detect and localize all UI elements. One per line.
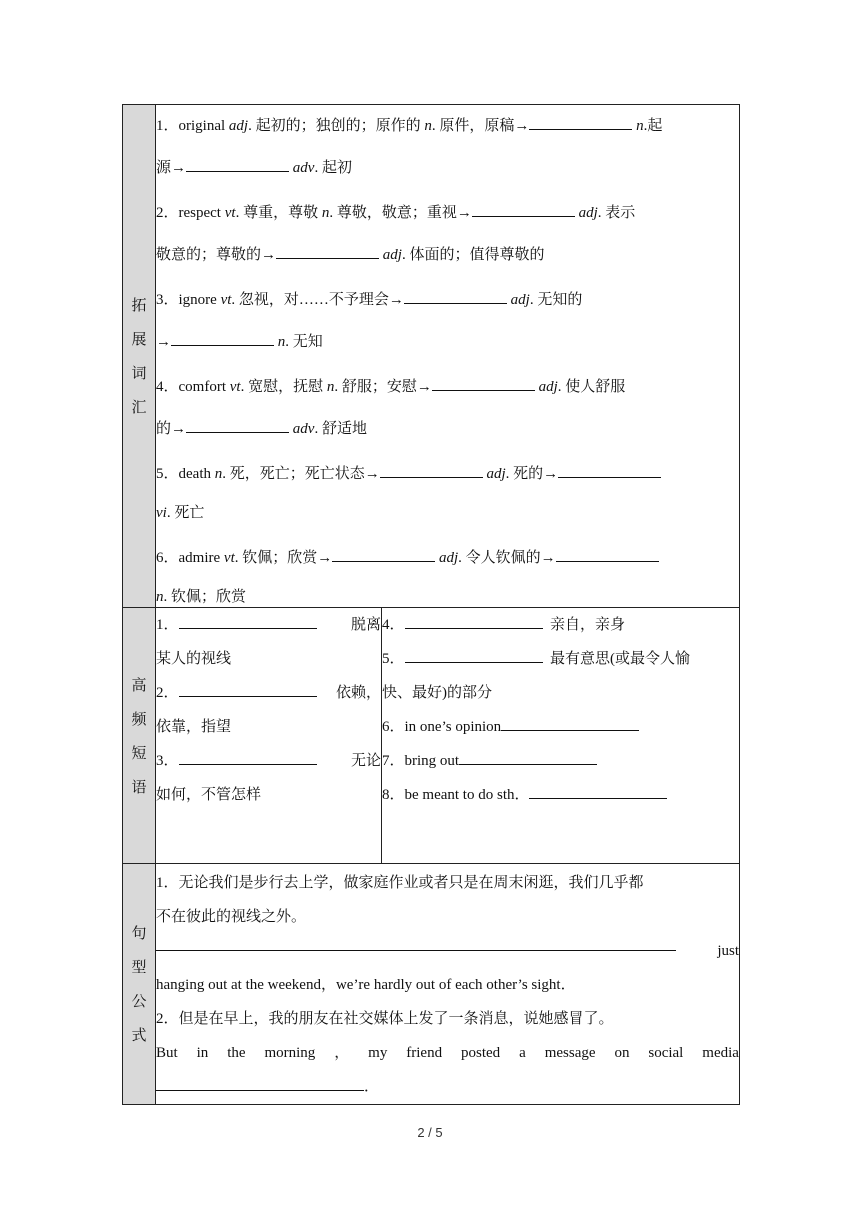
phrase-item	[382, 710, 739, 744]
pattern-2-word: morning	[264, 1045, 316, 1061]
part-of-speech: n	[636, 118, 644, 134]
vocab-text: . 死亡	[166, 505, 205, 521]
section-label-patterns-cell	[123, 864, 156, 1105]
answer-blank[interactable]	[405, 646, 543, 663]
pattern-1-english-line-2: hanging out at the weekend，we’re hardly out of each other’s sight．	[156, 977, 576, 993]
part-of-speech: n	[326, 379, 335, 395]
phrase-meaning: 最有意思(或最令人愉	[542, 651, 691, 667]
vocab-text: 源→	[156, 160, 187, 176]
phrase-meaning-continued: 依靠，指望	[156, 719, 232, 735]
answer-blank[interactable]	[186, 155, 289, 172]
vocab-text: . 令人钦佩的→	[458, 550, 556, 566]
pattern-2-english-line-1	[156, 1036, 739, 1070]
section-label-phrases: 高 频 短 语	[131, 675, 147, 796]
phrase-item	[156, 676, 381, 710]
phrase-meaning: 脱离	[350, 617, 381, 633]
phrase-text: 7．bring out	[382, 753, 460, 769]
answer-blank[interactable]	[432, 374, 535, 391]
pattern-2-word: ，	[334, 1045, 350, 1061]
vocab-entry	[156, 200, 739, 265]
part-of-speech: n	[321, 205, 330, 221]
answer-blank[interactable]	[529, 113, 632, 130]
vocab-text: . 钦佩；欣赏→	[234, 550, 333, 566]
phrases-right-column	[382, 608, 740, 864]
section-label-vocab: 拓 展 词 汇	[131, 296, 147, 416]
phrase-item	[156, 608, 381, 642]
vocab-line	[156, 329, 739, 352]
answer-blank[interactable]	[171, 329, 274, 346]
vocab-line	[156, 461, 739, 484]
pattern-2-word: message	[544, 1045, 596, 1061]
vocab-line	[156, 113, 739, 136]
vocab-line	[156, 242, 739, 265]
phrase-meaning-continued: 快、最好)的部分	[382, 685, 492, 701]
part-of-speech: adj	[228, 118, 249, 134]
vocab-line	[156, 545, 739, 568]
section-label-phrases-cell	[123, 608, 156, 864]
vocab-text: . 死，死亡；死亡状态→	[222, 466, 380, 482]
pattern-2-word: But	[156, 1045, 178, 1061]
vocab-entry	[156, 287, 739, 352]
phrase-item	[156, 744, 381, 778]
phrase-meaning-continued: 如何，不管怎样	[156, 787, 262, 803]
answer-blank[interactable]	[459, 748, 597, 765]
part-of-speech: n	[277, 334, 286, 350]
part-of-speech: n	[214, 466, 223, 482]
answer-blank[interactable]	[501, 714, 639, 731]
vocab-text: . 忽视，对……不予理会→	[231, 292, 404, 308]
vocab-entry	[156, 545, 739, 607]
section-label-patterns: 句 型 公 式	[131, 924, 147, 1044]
pattern-2-word: my	[368, 1045, 388, 1061]
pattern-2-word: on	[614, 1045, 630, 1061]
vocab-text: 6．admire	[156, 550, 224, 566]
part-of-speech: n	[156, 589, 164, 605]
vocab-text: 4．comfort	[156, 379, 230, 395]
vocab-text: . 无知	[285, 334, 323, 350]
phrases-left-column	[156, 608, 382, 864]
pattern-2-word: in	[196, 1045, 209, 1061]
phrase-meaning: 亲自，亲身	[542, 617, 626, 633]
answer-blank[interactable]	[179, 680, 317, 697]
part-of-speech: adj	[486, 466, 506, 482]
vocab-text: .起	[643, 118, 663, 134]
vocab-text: . 死的→	[505, 466, 559, 482]
part-of-speech: vt	[229, 379, 241, 395]
patterns-section	[156, 864, 740, 1105]
part-of-speech: adj	[578, 205, 598, 221]
vocab-text: 2．respect	[156, 205, 225, 221]
pattern-2-word: media	[702, 1045, 739, 1061]
answer-blank[interactable]	[156, 1074, 364, 1091]
vocab-text: 的→	[156, 421, 187, 437]
vocab-text: . 尊重，尊敬	[235, 205, 322, 221]
vocab-line	[156, 155, 739, 178]
page-number: 2 / 5	[417, 1125, 443, 1140]
worksheet-table	[122, 104, 740, 1105]
pattern-2-word: a	[519, 1045, 526, 1061]
vocab-text: . 体面的；值得尊敬的	[401, 247, 545, 263]
phrase-number: 2．	[156, 685, 179, 701]
pattern-2-word: the	[227, 1045, 246, 1061]
pattern-2-word: posted	[461, 1045, 501, 1061]
vocab-line	[156, 374, 739, 397]
answer-blank[interactable]	[556, 545, 659, 562]
answer-blank[interactable]	[529, 782, 667, 799]
phrase-item	[382, 744, 739, 778]
part-of-speech: vt	[224, 205, 236, 221]
answer-blank[interactable]	[404, 287, 507, 304]
vocab-line	[156, 287, 739, 310]
part-of-speech: vt	[223, 550, 235, 566]
vocab-text: 5．death	[156, 466, 215, 482]
vocab-list	[156, 105, 740, 608]
answer-blank[interactable]	[558, 461, 661, 478]
phrase-text: 4．	[382, 617, 405, 633]
pattern-2-word: friend	[406, 1045, 443, 1061]
vocab-text: 3．ignore	[156, 292, 221, 308]
pattern-2-chinese: 2．但是在早上，我的朋友在社交媒体上发了一条消息，说她感冒了。	[156, 1011, 614, 1027]
part-of-speech: adv	[292, 160, 315, 176]
pattern-1-word-just: just	[717, 943, 739, 959]
vocab-text: . 舒适地	[314, 421, 367, 437]
section-label-vocab-cell	[123, 105, 156, 608]
vocab-entry	[156, 461, 739, 523]
vocab-text: . 原件，原稿→	[431, 118, 530, 134]
phrase-number: 3．	[156, 753, 179, 769]
part-of-speech: adj	[510, 292, 530, 308]
phrase-text: 8．be meant to do sth．	[382, 787, 530, 803]
vocab-text: . 表示	[597, 205, 636, 221]
phrase-meaning-continued: 某人的视线	[156, 651, 232, 667]
pattern-2-period: ．	[364, 1079, 380, 1095]
answer-blank[interactable]	[472, 200, 575, 217]
vocab-text: →	[156, 334, 171, 350]
phrase-item	[382, 642, 739, 676]
phrase-meaning: 无论	[350, 753, 381, 769]
answer-blank[interactable]	[332, 545, 435, 562]
vocab-text: 1．original	[156, 118, 229, 134]
answer-blank[interactable]	[405, 612, 543, 629]
vocab-text: . 宽慰，抚慰	[240, 379, 327, 395]
vocab-text: . 使人舒服	[557, 379, 626, 395]
phrase-meaning: 依赖，	[335, 685, 381, 701]
pattern-2-word: social	[648, 1045, 684, 1061]
vocab-entry	[156, 374, 739, 439]
vocab-text: . 钦佩；欣赏	[163, 589, 247, 605]
phrase-text: 5．	[382, 651, 405, 667]
vocab-line	[156, 200, 739, 223]
phrase-number: 1．	[156, 617, 179, 633]
answer-blank[interactable]	[156, 934, 676, 951]
vocab-text: 敬意的；尊敬的→	[156, 247, 277, 263]
part-of-speech: adv	[292, 421, 315, 437]
vocab-text: . 无知的	[529, 292, 583, 308]
part-of-speech: n	[424, 118, 432, 134]
vocab-text: . 起初	[314, 160, 352, 176]
phrase-item	[382, 608, 739, 642]
answer-blank[interactable]	[186, 416, 289, 433]
pattern-1-chinese-line-1: 1．无论我们是步行去上学，做家庭作业或者只是在周末闲逛，我们几乎都	[156, 875, 644, 891]
pattern-2-english-line-2	[156, 1070, 739, 1104]
phrase-text: 6．in one’s opinion	[382, 719, 502, 735]
vocab-text: . 舒服；安慰→	[334, 379, 432, 395]
vocab-line	[156, 416, 739, 439]
part-of-speech: adj	[439, 550, 459, 566]
vocab-line	[156, 503, 739, 523]
vocab-entry	[156, 113, 739, 178]
answer-blank[interactable]	[179, 612, 317, 629]
answer-blank[interactable]	[179, 748, 317, 765]
part-of-speech: vi	[156, 505, 167, 521]
phrase-item	[382, 778, 739, 812]
vocab-text: . 起初的；独创的；原作的	[248, 118, 425, 134]
vocab-text: . 尊敬，敬意；重视→	[329, 205, 472, 221]
part-of-speech: vt	[220, 292, 232, 308]
answer-blank[interactable]	[380, 461, 483, 478]
pattern-1-chinese-line-2: 不在彼此的视线之外。	[156, 909, 307, 925]
part-of-speech: adj	[382, 247, 402, 263]
part-of-speech: adj	[538, 379, 558, 395]
pattern-1-english-line-1	[156, 934, 739, 968]
vocab-line	[156, 587, 739, 607]
answer-blank[interactable]	[276, 242, 379, 259]
